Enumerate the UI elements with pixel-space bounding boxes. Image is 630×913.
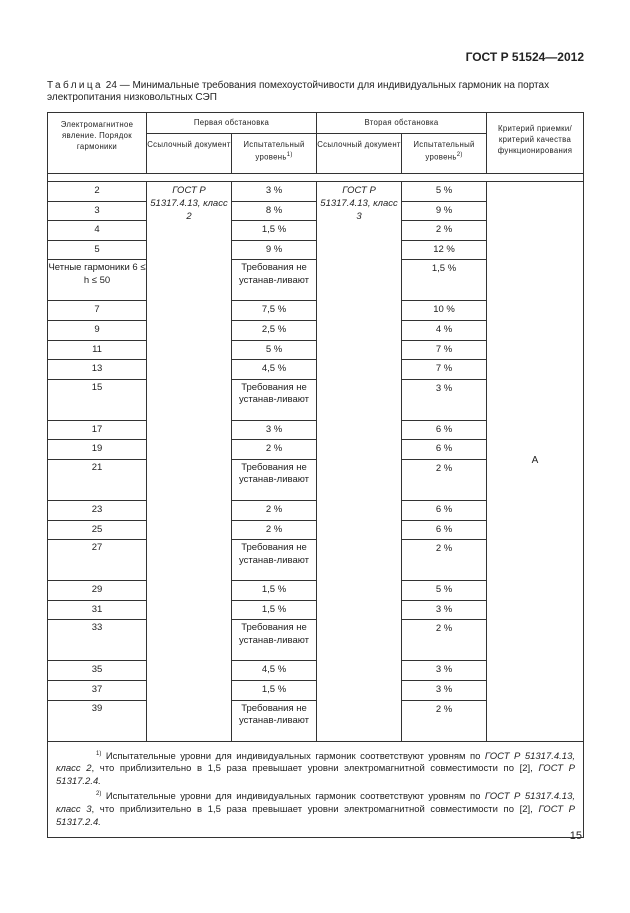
header-phenomenon: Электромагнитное явление. Порядок гармоники — [48, 113, 147, 174]
harmonic-order-cell: 2 — [48, 182, 147, 202]
test-level-env1-cell: 2 % — [232, 500, 317, 520]
test-level-env1-cell: Требования не устанав-ливают — [232, 620, 317, 661]
test-level-env2-cell: 1,5 % — [402, 260, 487, 301]
test-level-env1-cell: 4,5 % — [232, 661, 317, 681]
test-level-env2-cell: 2 % — [402, 540, 487, 581]
test-level-env1-cell: 3 % — [232, 182, 317, 202]
test-level-env2-cell: 2 % — [402, 620, 487, 661]
test-level-env2-cell: 3 % — [402, 680, 487, 700]
test-level-env2-cell: 2 % — [402, 459, 487, 500]
test-level-env1-cell: 1,5 % — [232, 221, 317, 241]
harmonic-order-cell: 13 — [48, 360, 147, 380]
header-env1: Первая обстановка — [147, 113, 317, 134]
harmonic-order-cell: 33 — [48, 620, 147, 661]
table-body — [48, 182, 584, 742]
test-level-env2-cell: 2 % — [402, 221, 487, 241]
test-level-env2-cell: 3 % — [402, 379, 487, 420]
ref-doc-env2: ГОСТ Р 51317.4.13, класс 3 — [317, 182, 402, 742]
test-level-env1-cell: 8 % — [232, 201, 317, 221]
test-level-env2-cell: 2 % — [402, 700, 487, 741]
table-caption — [47, 80, 583, 104]
harmonic-order-cell: 27 — [48, 540, 147, 581]
table-row — [48, 182, 584, 202]
test-level-env1-cell: 1,5 % — [232, 581, 317, 601]
harmonic-order-cell: 35 — [48, 661, 147, 681]
harmonic-order-cell: 17 — [48, 420, 147, 440]
test-level-env2-cell: 6 % — [402, 520, 487, 540]
test-level-env2-cell: 5 % — [402, 581, 487, 601]
page-number: 15 — [569, 830, 582, 842]
test-level-env2-cell: 6 % — [402, 500, 487, 520]
harmonic-order-cell: 9 — [48, 320, 147, 340]
harmonic-order-cell: 11 — [48, 340, 147, 360]
harmonic-order-cell: 5 — [48, 240, 147, 260]
header-criterion: Критерий приемки/ критерий качества функционирования — [487, 113, 584, 174]
harmonic-order-cell: 31 — [48, 600, 147, 620]
harmonic-order-cell: 15 — [48, 379, 147, 420]
harmonic-order-cell: Четные гармоники 6 ≤ h ≤ 50 — [48, 260, 147, 301]
harmonic-order-cell: 25 — [48, 520, 147, 540]
harmonic-order-cell: 23 — [48, 500, 147, 520]
harmonic-order-cell: 21 — [48, 459, 147, 500]
test-level-env1-cell: 3 % — [232, 420, 317, 440]
header-test-level-1: Испытательный уровень$^{1)}$ — [232, 134, 317, 174]
test-level-env2-cell: 7 % — [402, 360, 487, 380]
test-level-env2-cell: 3 % — [402, 661, 487, 681]
harmonic-order-cell: 7 — [48, 301, 147, 321]
test-level-env1-cell: Требования не устанав-ливают — [232, 260, 317, 301]
test-level-env1-cell: Требования не устанав-ливают — [232, 700, 317, 741]
document-header: ГОСТ Р 51524—2012 — [465, 50, 584, 64]
test-level-env1-cell: 2 % — [232, 440, 317, 460]
footnote-2: $^{2)}$ Испытательные уровни для индивидуальных гармоник соответствуют уровням по ГОСТ Р 51317.4.13, класс 3, что приблизительно в 1,5 раза превышает уровни электромагнитной совместимости по [2], ГОСТ Р 51317.2.4. — [56, 791, 576, 828]
test-level-env1-cell: Требования не устанав-ливают — [232, 459, 317, 500]
harmonic-order-cell: 39 — [48, 700, 147, 741]
header-test-level-2: Испытательный уровень$^{2)}$ — [402, 134, 487, 174]
test-level-env1-cell: 9 % — [232, 240, 317, 260]
test-level-env1-cell: 1,5 % — [232, 600, 317, 620]
test-level-env1-cell: Требования не устанав-ливают — [232, 540, 317, 581]
test-level-env2-cell: 6 % — [402, 440, 487, 460]
test-level-env1-cell: 1,5 % — [232, 680, 317, 700]
criterion-cell: А — [487, 182, 584, 742]
test-level-env1-cell: Требования не устанав-ливают — [232, 379, 317, 420]
test-level-env2-cell: 4 % — [402, 320, 487, 340]
test-level-env1-cell: 5 % — [232, 340, 317, 360]
harmonic-order-cell: 29 — [48, 581, 147, 601]
harmonic-order-cell: 37 — [48, 680, 147, 700]
harmonic-order-cell: 3 — [48, 201, 147, 221]
test-level-env2-cell: 9 % — [402, 201, 487, 221]
test-level-env2-cell: 6 % — [402, 420, 487, 440]
caption-text: 24 — Минимальные требования помехоустойчивости для индивидуальных гармоник на портах электропитания низковольтных СЭП — [47, 80, 550, 103]
test-level-env2-cell: 3 % — [402, 600, 487, 620]
test-level-env2-cell: 5 % — [402, 182, 487, 202]
footnotes — [48, 741, 584, 838]
header-ref-doc-2: Ссылочный документ — [317, 134, 402, 174]
test-level-env1-cell: 2 % — [232, 520, 317, 540]
test-level-env1-cell: 2,5 % — [232, 320, 317, 340]
harmonic-order-cell: 4 — [48, 221, 147, 241]
ref-doc-env1: ГОСТ Р 51317.4.13, класс 2 — [147, 182, 232, 742]
test-level-env1-cell: 4,5 % — [232, 360, 317, 380]
test-level-env2-cell: 7 % — [402, 340, 487, 360]
header-env2: Вторая обстановка — [317, 113, 487, 134]
header-ref-doc-1: Ссылочный документ — [147, 134, 232, 174]
caption-label: Таблица — [47, 80, 104, 91]
test-level-env2-cell: 10 % — [402, 301, 487, 321]
test-level-env2-cell: 12 % — [402, 240, 487, 260]
footnote-1: $^{1)}$ Испытательные уровни для индивидуальных гармоник соответствуют уровням по ГОСТ Р 51317.4.13, класс 2, что приблизительно в 1,5 раза превышает уровни электромагнитной совместимости по [2], ГОСТ Р 51317.2.4. — [56, 750, 576, 787]
harmonics-table — [47, 112, 584, 838]
test-level-env1-cell: 7,5 % — [232, 301, 317, 321]
harmonic-order-cell: 19 — [48, 440, 147, 460]
